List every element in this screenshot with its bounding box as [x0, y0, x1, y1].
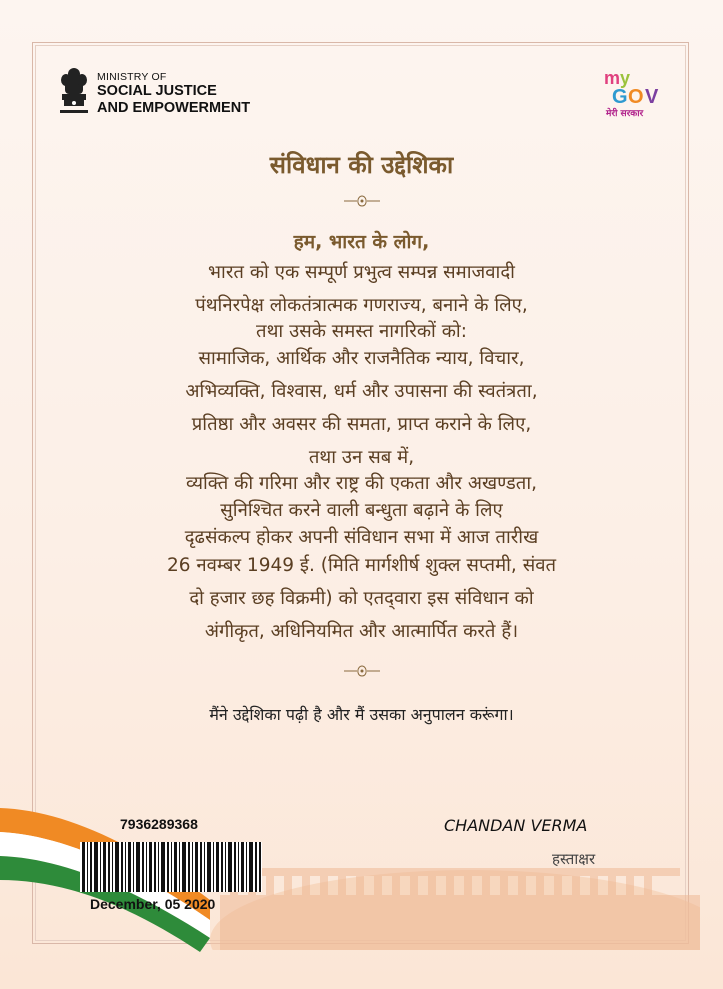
svg-text:m: m: [604, 68, 621, 88]
ministry-name: [97, 71, 250, 116]
ministry-line-2: SOCIAL JUSTICE: [97, 83, 217, 100]
preamble-line: 26 नवम्बर 1949 ई. (मिति मार्गशीर्ष शुक्ल सप्तमी, संवत: [166, 555, 557, 576]
preamble-line: भारत को एक सम्पूर्ण प्रभुत्व सम्पन्न समाजवादी: [208, 262, 515, 283]
svg-text:y: y: [620, 68, 631, 88]
preamble-line: तथा उन सब में,: [308, 447, 415, 468]
preamble-text: [90, 256, 633, 648]
preamble-line: अंगीकृत, अधिनियमित और आत्मार्पित करते हैं।: [204, 621, 519, 642]
preamble-line: दृढसंकल्प होकर अपनी संविधान सभा में आज तारीख: [184, 527, 539, 548]
state-emblem-icon: [56, 66, 92, 118]
preamble-heading: हम, भारत के लोग,: [293, 231, 430, 253]
signature-image: [442, 814, 627, 836]
preamble-line: प्रतिष्ठा और अवसर की समता, प्राप्त कराने के लिए,: [191, 414, 532, 435]
svg-text:G: G: [612, 86, 628, 108]
ministry-line-1: MINISTRY OF: [97, 71, 167, 83]
phone-number: 7936289368: [120, 816, 198, 832]
signature-name: CHANDAN VERMA: [444, 816, 588, 835]
preamble-line: दो हजार छह विक्रमी) को एतद्‌वारा इस संविधान को: [189, 588, 534, 609]
preamble-line: सुनिश्चित करने वाली बन्धुता बढ़ाने के लिए: [220, 500, 503, 521]
svg-text:O: O: [628, 86, 644, 108]
signature-label: हस्ताक्षर: [552, 850, 596, 868]
document-title: संविधान की उद्देशिका: [269, 151, 454, 179]
certificate-date: December, 05 2020: [90, 896, 216, 912]
ornament-divider-icon: [342, 664, 382, 678]
ornament-divider-icon: [342, 194, 382, 208]
preamble-line: पंथनिरपेक्ष लोकतंत्रात्मक गणराज्य, बनाने के लिए,: [195, 295, 528, 316]
preamble-line: तथा उसके समस्त नागरिकों को:: [256, 321, 467, 342]
ministry-line-3: AND EMPOWERMENT: [97, 99, 251, 116]
preamble-line: व्यक्ति की गरिमा और राष्ट्र की एकता और अखण्डता,: [185, 473, 538, 494]
barcode-icon: [80, 842, 262, 892]
preamble-line: अभिव्यक्ति, विश्वास, धर्म और उपासना की स्वतंत्रता,: [185, 381, 538, 402]
preamble-line: सामाजिक, आर्थिक और राजनैतिक न्याय, विचार,: [198, 348, 525, 369]
svg-text:V: V: [645, 86, 659, 108]
pledge-text: मैंने उद्देशिका पढ़ी है और मैं उसका अनुपालन करूंगा।: [209, 705, 514, 724]
mygov-tagline: मेरी सरकार: [606, 109, 644, 119]
